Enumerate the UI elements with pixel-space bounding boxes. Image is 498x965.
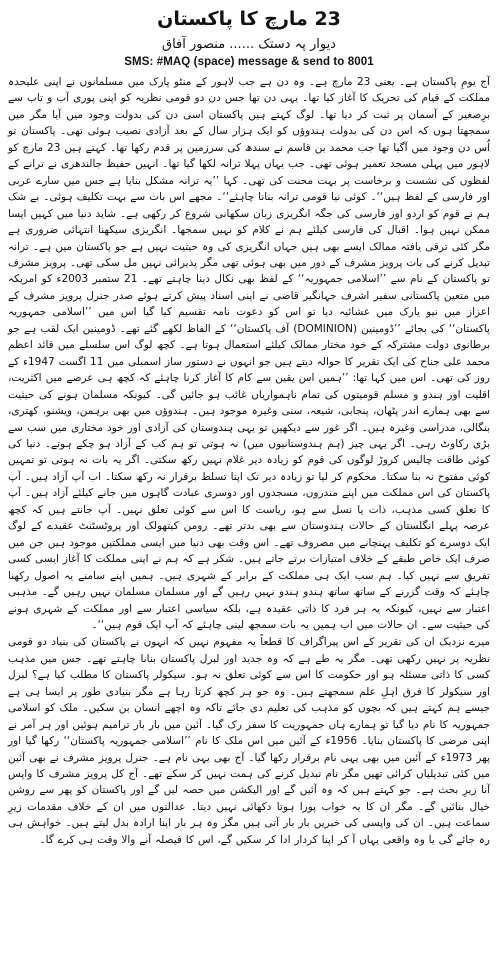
- column-byline: دیوار پہ دستک ...... منصور آفاق: [162, 37, 336, 52]
- article-paragraph: میرے نزدیک ان کی تقریر کے اس پیراگراف کا قطعاً یہ مفہوم نہیں کہ انہوں نے پاکستان کی بنیاد دو قومی نظریہ پر نہیں رکھی تھی۔ مگر یہ طے ہے کہ وہ جدید اور لبرل پاکستان بنانا چاہتے تھے۔ جس میں مذہب کسی کا ذاتی مسئلہ ہو اور حکومت کا اس سے کوئی تعلق نہ ہو۔ سیکولر پاکستان کا مطلب کیا ہے؟ لبرل اور سیکولر کا فرق اہلِ علم سمجھتے ہیں۔ وہ جو ہر کچھ کرتا رہا ہے مگر بنیادی طور پر ایسا ہی ہے جیسے ہم کہتے ہیں کہ بچوں کو مذہب کی تعلیم دی جائے تاکہ وہ اچھے انسان بن سکیں۔ ملک کو اسلامی جمہوریہ کا نام دیا گیا تو ہمارے ہاں جمہوریت کا سفر رک گیا۔ آئین میں بار بار ترامیم ہوئیں اور ہر آمر نے اپنی مرضی کا پاکستان بنایا۔ 1956ء کے آئین میں اس ملک کا نام ’’اسلامی جمہوریہ پاکستان‘‘ رکھا گیا اور پھر 1973ء کے آئین میں بھی یہی نام برقرار رکھا گیا۔ آج بھی یہی نام ہے۔ جنرل پرویز مشرف نے بھی آئین میں کئی تبدیلیاں کرائی تھیں مگر نام تبدیل کرنے کی ہمت نہیں کر سکے تھے۔ آج کل پرویز مشرف کا واپس آنا زیرِ بحث ہے۔ جو کہتے ہیں کہ وہ آئیں گے اور الیکشن میں حصہ لیں گے اور پاکستان کو پھر سے روشن خیال بنائیں گے۔ مگر ان کا یہ خواب پورا ہوتا دکھائی نہیں دیتا۔ عدالتوں میں ان کے خلاف مقدمات زیرِ سماعت ہیں۔ ان کی واپسی کی خبریں بار بار آتی ہیں مگر وہ ہر بار اپنا ارادہ بدل لیتے ہیں۔ خواہش ہی رہ جائے گی یا وہ واقعی یہاں آ کر اپنا کردار ادا کر سکیں گے، اس کا فیصلہ آنے والا وقت ہی کرے گا۔: [8, 636, 490, 846]
- article-title: 23 مارچ کا پاکستان: [157, 8, 341, 30]
- article-body: [8, 74, 490, 848]
- sms-instructions: SMS: #MAQ (space) message & send to 8001: [124, 56, 374, 68]
- article-paragraph: آج یومِ پاکستان ہے۔ یعنی 23 مارچ ہے۔ وہ دن ہے جب لاہور کے منٹو پارک میں مسلمانوں نے اپنی علیحدہ مملکت کے قیام کی تحریک کا آغاز کیا تھا۔ یہی دن تھا جس دن دو قومی نظریہ کو اپنی پوری آب و تاب سے برِصغیر کے آسمان پر ثبت کر دیا تھا۔ لوگ کہتے ہیں پاکستان اسی دن کی بدولت وجود میں آیا مگر میں سمجھتا ہوں کہ اس دن کی بدولت ہندوؤں کو ایک ہزار سال کے بعد آزادی نصیب ہوئی تھی۔ پاکستان تو اُس دن وجود میں آگیا تھا جب محمد بن قاسم نے سندھ کی سرزمین پر قدم رکھا تھا۔ کہتے ہیں 23 مارچ کو لاہور میں پہلی مسجد تعمیر ہوئی تھی۔ جب یہاں پہلا ترانہ لکھا گیا تھا۔ انہیں حفیظ جالندھری نے ترانے کے لفظوں کی نشست و برخاست پر بہت محنت کی تھی۔ کہا ’’یہ ترانہ مشکل بنایا ہے جس میں سارے عربی اور فارسی کے لفظ ہیں‘‘۔ کوئی نیا قومی ترانہ بنانا چاہئے‘‘۔ مجھے اس بات سے بہت تکلیف ہوئی۔ بے شک ہم نے قوم کو اردو اور فارسی کی جگہ انگریزی زبان سکھانی شروع کر رکھی ہے۔ شاید دنیا میں کہیں ایسا ممکن نہیں ہوا۔ اقبال کی فارسی کیلئے ہم نے کلام کو نہیں سمجھا۔ انگریزی سیکھنا انتہائی ضروری ہے مگر کئی ترقی یافتہ ممالک ایسے بھی ہیں جہاں انگریزی کی وہ حیثیت نہیں ہے جو پاکستان میں ہے۔ ترانہ تبدیل کرنے کی بات پرویز مشرف کے دور میں بھی ہوئی تھی مگر پذیرائی نہیں مل سکی تھی۔ پرویز مشرف تو پاکستان کے نام سے ’’اسلامی جمہوریہ‘‘ کے لفظ بھی نکال دینا چاہتے تھے۔ 21 ستمبر 2003ء کو امریکہ میں متعین پاکستانی سفیر اشرف جہانگیر قاضی نے اپنی اسناد پیش کرتے ہوئے صدر جنرل پرویز مشرف کے اعزاز میں نیو یارک میں عشائیہ دیا تو اس کو دعوت نامہ تقسیم کیا گیا اس میں ’’اسلامی جمہوریہ پاکستان‘‘ کی بجائے ’’ڈومینین (DOMINION) آف پاکستان‘‘ کے الفاظ لکھے گئے تھے۔ ڈومینین ایک لقب ہے جو برطانوی دولت مشترکہ کے خود مختار ممالک کیلئے استعمال ہوتا ہے۔ کچھ لوگ اس سلسلے میں قائد اعظم محمد علی جناح کی ایک تقریر کا حوالہ دیتے ہیں جو انہوں نے دستور ساز اسمبلی میں 11 اگست 1947ء کے روز کی تھی۔ اس میں کہا تھا: ’’ہمیں اس یقین سے کام کا آغاز کرنا چاہئے کہ کچھ ہی عرصے میں اکثریت، اقلیت اور ہندو و مسلم قومیتوں کی تمام ناہمواریاں غائب ہو جائیں گی۔ کیونکہ مسلمان ہونے کی حیثیت سے بھی ہمارے اندر پٹھان، پنجابی، شیعہ، سنی وغیرہ موجود ہیں۔ ہندوؤں میں بھی برہمن، ویشنو، کھتری، بنگالی، مدراسی وغیرہ ہیں۔ اگر غور سے دیکھیں تو یہی ہندوستان کی آزادی اور خود مختاری میں سب سے بڑی رکاوٹ رہی۔ اگر یہی چیز (ہم ہندوستانیوں میں) نہ ہوتی تو ہم کب کے آزاد ہو چکے ہوتے۔ دنیا کی کوئی طاقت چالیس کروڑ لوگوں کی قوم کو زیادہ دیر غلام نہیں رکھ سکتی۔ اگر یہ بات نہ ہوتی تو تمہیں کوئی مفتوح نہ بنا سکتا۔ محکوم کر لیا تو زیادہ دیر تک اپنا تسلط برقرار نہ رکھ سکتا۔ اب آپ آزاد ہیں۔ آپ پاکستان کی اس مملکت میں اپنے مندروں، مسجدوں اور دوسری عبادت گاہوں میں جانے کیلئے آزاد ہیں۔ آپ کا تعلق کسی مذہب، ذات یا نسل سے ہو، ریاست کا اس سے کوئی تعلق نہیں۔ آپ جانتے ہیں کہ کچھ عرصہ پہلے انگلستان کے حالات ہندوستان سے بھی بدتر تھے۔ رومن کیتھولک اور پروٹسٹنٹ عقیدے کے لوگ ایک دوسرے کو تکلیف پہنچانے میں مصروف تھے۔ اس وقت بھی دنیا میں ایسی مملکتیں موجود ہیں جن میں صرف ایک خاص طبقے کے خلاف امتیازات برتے جاتے ہیں۔ شکر ہے کہ ہم نے اپنی مملکت کا آغاز ایسی کسی تفریق سے نہیں کیا۔ ہم سب ایک ہی مملکت کے برابر کے شہری ہیں۔ ہمیں اپنے سامنے یہ اصول رکھنا چاہئے کہ وقت گزرنے کے ساتھ ساتھ ہندو ہندو نہیں رہیں گے اور مسلمان مسلمان نہیں رہیں گے۔ مذہبی اعتبار سے نہیں، کیونکہ یہ ہر فرد کا ذاتی عقیدہ ہے، بلکہ سیاسی اعتبار سے اور مملکت کے شہری ہونے کی حیثیت سے۔ ان حالات میں اب ہمیں یہ بات سمجھ لینی چاہئے کہ آپ ایک قوم ہیں‘‘۔: [8, 76, 491, 631]
